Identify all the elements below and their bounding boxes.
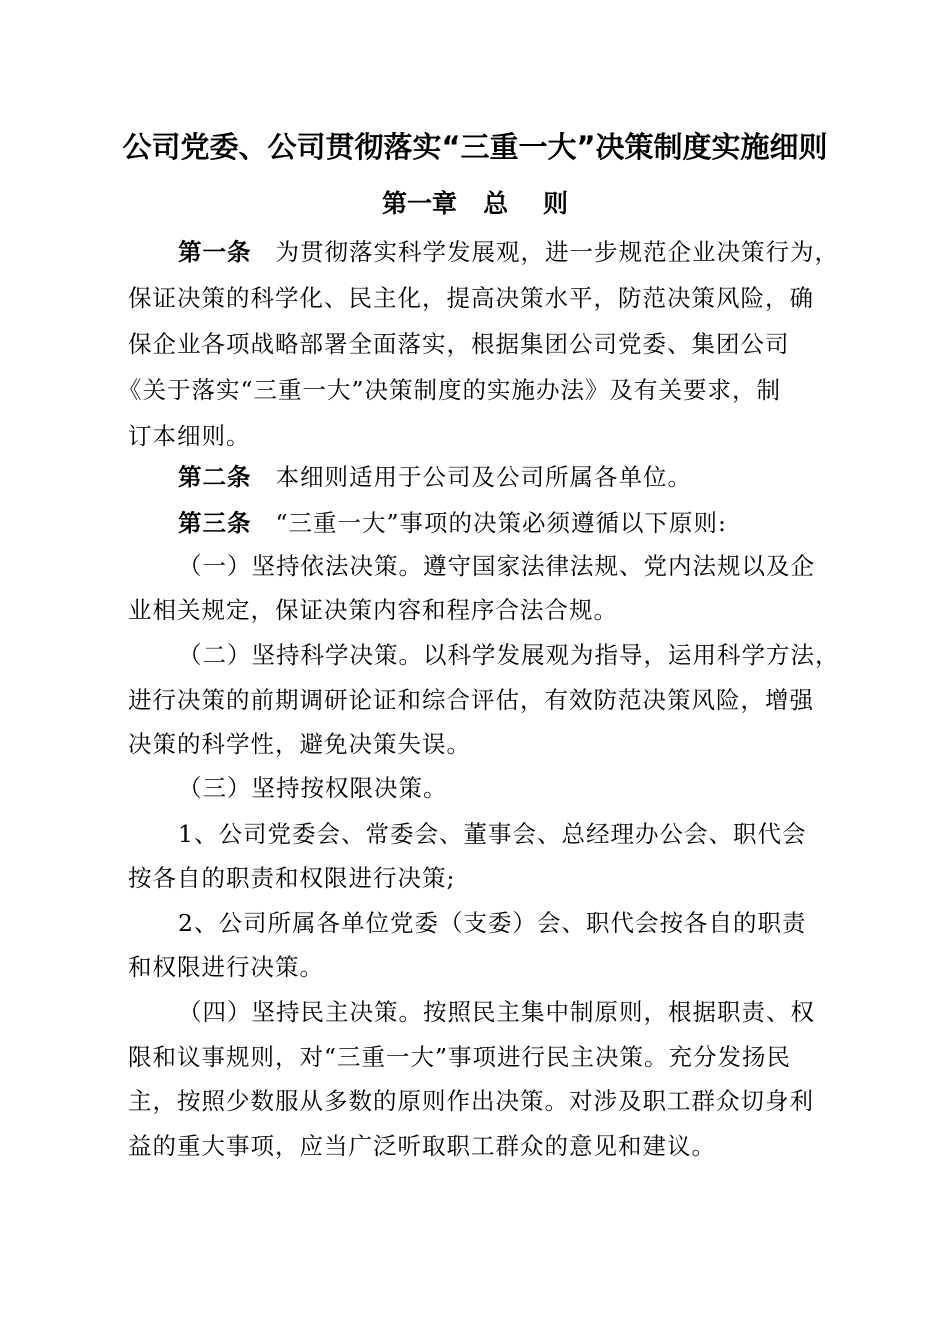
article-2-text: 本细则适用于公司及公司所属各单位。 xyxy=(275,463,692,491)
article-1-text: 为贯彻落实科学发展观，进一步规范企业决策行为， xyxy=(275,238,839,266)
article-2-label: 第二条 xyxy=(178,463,252,491)
article-3-text: “三重一大”事项的决策必须遵循以下原则: xyxy=(275,509,727,537)
item-1-line: 1、公司党委会、常委会、董事会、总经理办公会、职代会 xyxy=(178,820,807,848)
principle-2-line: （二）坚持科学决策。以科学发展观为指导，运用科学方法， xyxy=(178,641,840,669)
item-2-line: 2、公司所属各单位党委（支委）会、职代会按各自的职责 xyxy=(178,909,807,937)
item-1-line: 按各自的职责和权限进行决策; xyxy=(128,864,456,892)
article-1-line: 《关于落实“三重一大”决策制度的实施办法》及有关要求，制 xyxy=(118,376,782,404)
principle-4-line: 限和议事规则，对“三重一大”事项进行民主决策。充分发扬民 xyxy=(128,1043,792,1071)
chapter-heading: 第一章 总 则 xyxy=(382,189,568,218)
article-1-first-line xyxy=(178,232,839,272)
principle-4-line: 主，按照少数服从多数的原则作出决策。对涉及职工群众切身利 xyxy=(128,1087,814,1115)
article-2-line xyxy=(178,457,692,497)
principle-4-line: （四）坚持民主决策。按照民主集中制原则，根据职责、权 xyxy=(178,998,815,1026)
item-2-line: 和权限进行决策。 xyxy=(128,953,324,981)
article-1-line: 订本细则。 xyxy=(128,422,251,450)
principle-1-line: （一）坚持依法决策。遵守国家法律法规、党内法规以及企 xyxy=(178,552,815,580)
article-3-label: 第三条 xyxy=(178,509,252,537)
article-1-line: 保证决策的科学化、民主化，提高决策水平，防范决策风险，确 xyxy=(128,284,814,312)
principle-4-line: 益的重大事项，应当广泛听取职工群众的意见和建议。 xyxy=(128,1132,716,1160)
principle-3-line: （三）坚持按权限决策。 xyxy=(178,774,448,802)
principle-2-line: 决策的科学性，避免决策失误。 xyxy=(128,730,471,758)
principle-1-line: 业相关规定，保证决策内容和程序合法合规。 xyxy=(128,596,618,624)
article-1-line: 保企业各项战略部署全面落实，根据集团公司党委、集团公司 xyxy=(128,330,790,358)
article-3-line xyxy=(178,503,727,543)
article-1-label: 第一条 xyxy=(178,238,252,266)
document-title: 公司党委、公司贯彻落实“三重一大”决策制度实施细则 xyxy=(122,130,828,164)
principle-2-line: 进行决策的前期调研论证和综合评估，有效防范决策风险，增强 xyxy=(128,686,814,714)
